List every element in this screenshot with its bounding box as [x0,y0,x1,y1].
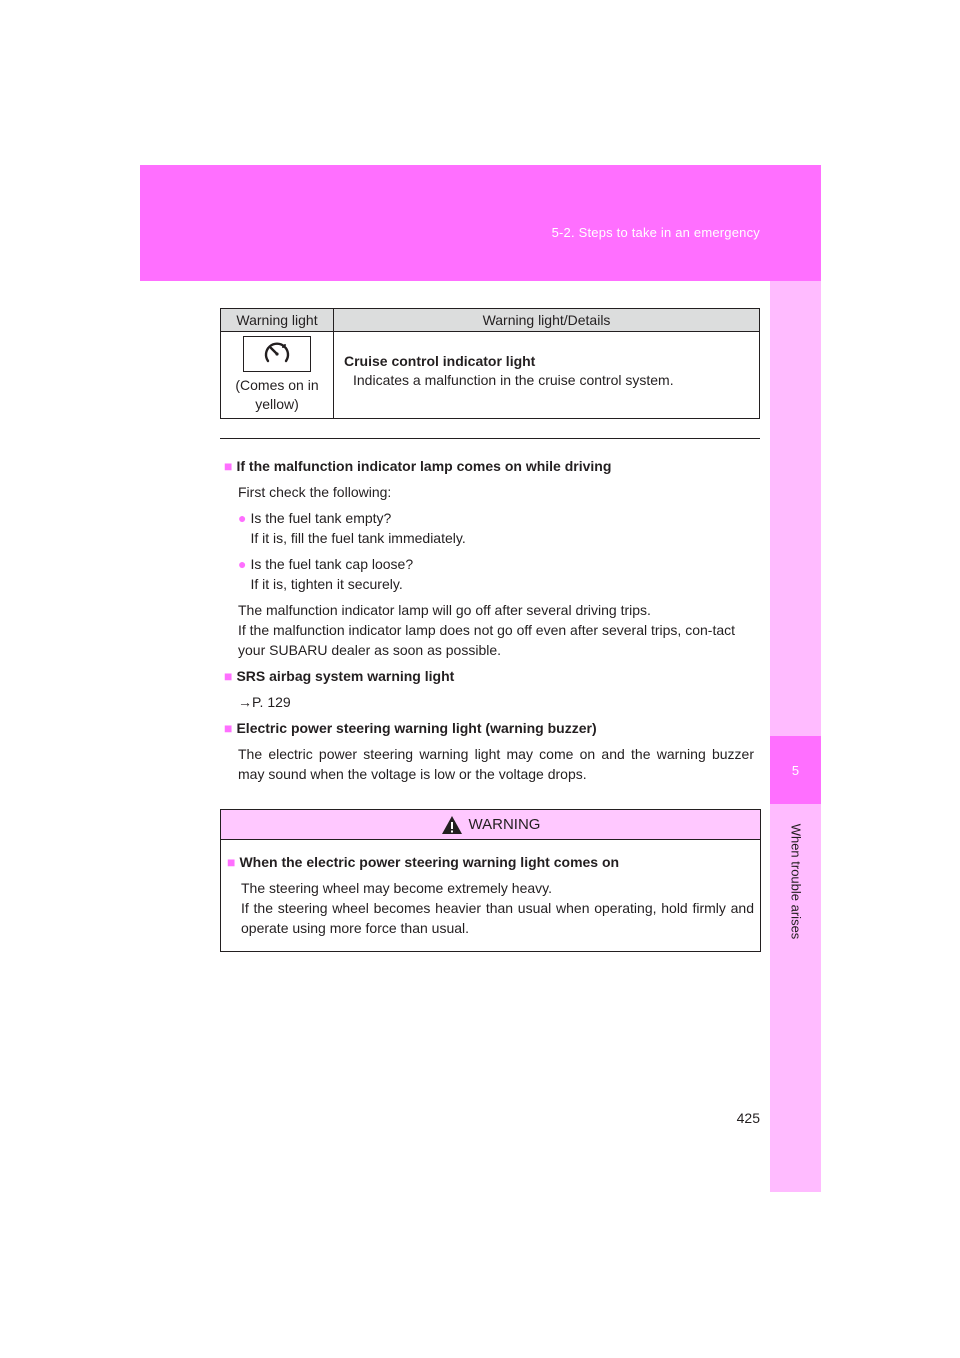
warning-light-table [220,308,760,419]
srs-heading: ■ SRS airbag system warning light [224,668,455,684]
circle-bullet-icon: ● [238,556,247,572]
chapter-label-text: When trouble arises [788,823,803,939]
warning-triangle-icon [441,815,463,835]
square-bullet-icon: ■ [227,854,236,870]
indicator-color-note: (Comes on in yellow) [235,377,319,412]
list-item [238,508,754,548]
indicator-icon-frame [243,336,311,372]
warning-line-1: The steering wheel may become extremely heavy. [241,880,552,896]
chapter-header-band [140,165,821,281]
section-title: 5-2. Steps to take in an emergency [551,225,760,240]
bullet-question: Is the fuel tank empty? [250,510,392,526]
eps-text: The electric power steering warning light may come on and the warning buzzer may sound when the voltage is low or the voltage drops. [238,746,754,782]
indicator-title: Cruise control indicator light [344,353,536,369]
bullet-question: Is the fuel tank cap loose? [250,556,414,572]
circle-bullet-icon: ● [238,510,247,526]
malfunction-para-1: The malfunction indicator lamp will go off after several driving trips. [238,602,651,618]
chapter-side-tab [770,281,821,1192]
square-bullet-icon: ■ [224,720,233,736]
warning-line-2: If the steering wheel becomes heavier than usual when operating, hold firmly and operate using more force than usual. [241,900,754,936]
chapter-label [774,811,817,951]
col-header-warning-light: Warning light [221,309,334,332]
page-number: 425 [736,1110,760,1126]
bullet-answer: If it is, tighten it securely. [250,576,403,592]
table-row [221,332,760,419]
square-bullet-icon: ■ [224,458,233,474]
warning-body [221,840,760,938]
warning-heading: ■ When the electric power steering warning light comes on [227,854,620,870]
main-content [224,456,754,784]
warning-header [221,810,760,840]
warning-light-cell [221,332,334,419]
srs-page-reference: →P. 129 [238,694,291,710]
eps-heading: ■ Electric power steering warning light (warning buzzer) [224,720,597,736]
square-bullet-icon: ■ [224,668,233,684]
malfunction-intro: First check the following: [238,484,392,500]
bullet-answer: If it is, fill the fuel tank immediately. [250,530,466,546]
warning-box [220,809,761,952]
malfunction-para-2: If the malfunction indicator lamp does not go off even after several trips, con-tact your SUBARU dealer as soon as possible. [238,622,736,658]
chapter-number: 5 [770,736,821,804]
section-divider [220,438,760,439]
list-item [238,554,754,594]
warning-title: WARNING [468,816,541,833]
col-header-details: Warning light/Details [334,309,760,332]
malfunction-heading: ■ If the malfunction indicator lamp comes on while driving [224,458,612,474]
warning-details-cell [334,332,760,419]
cruise-control-indicator-icon [262,339,292,369]
indicator-description: Indicates a malfunction in the cruise control system. [353,372,674,388]
